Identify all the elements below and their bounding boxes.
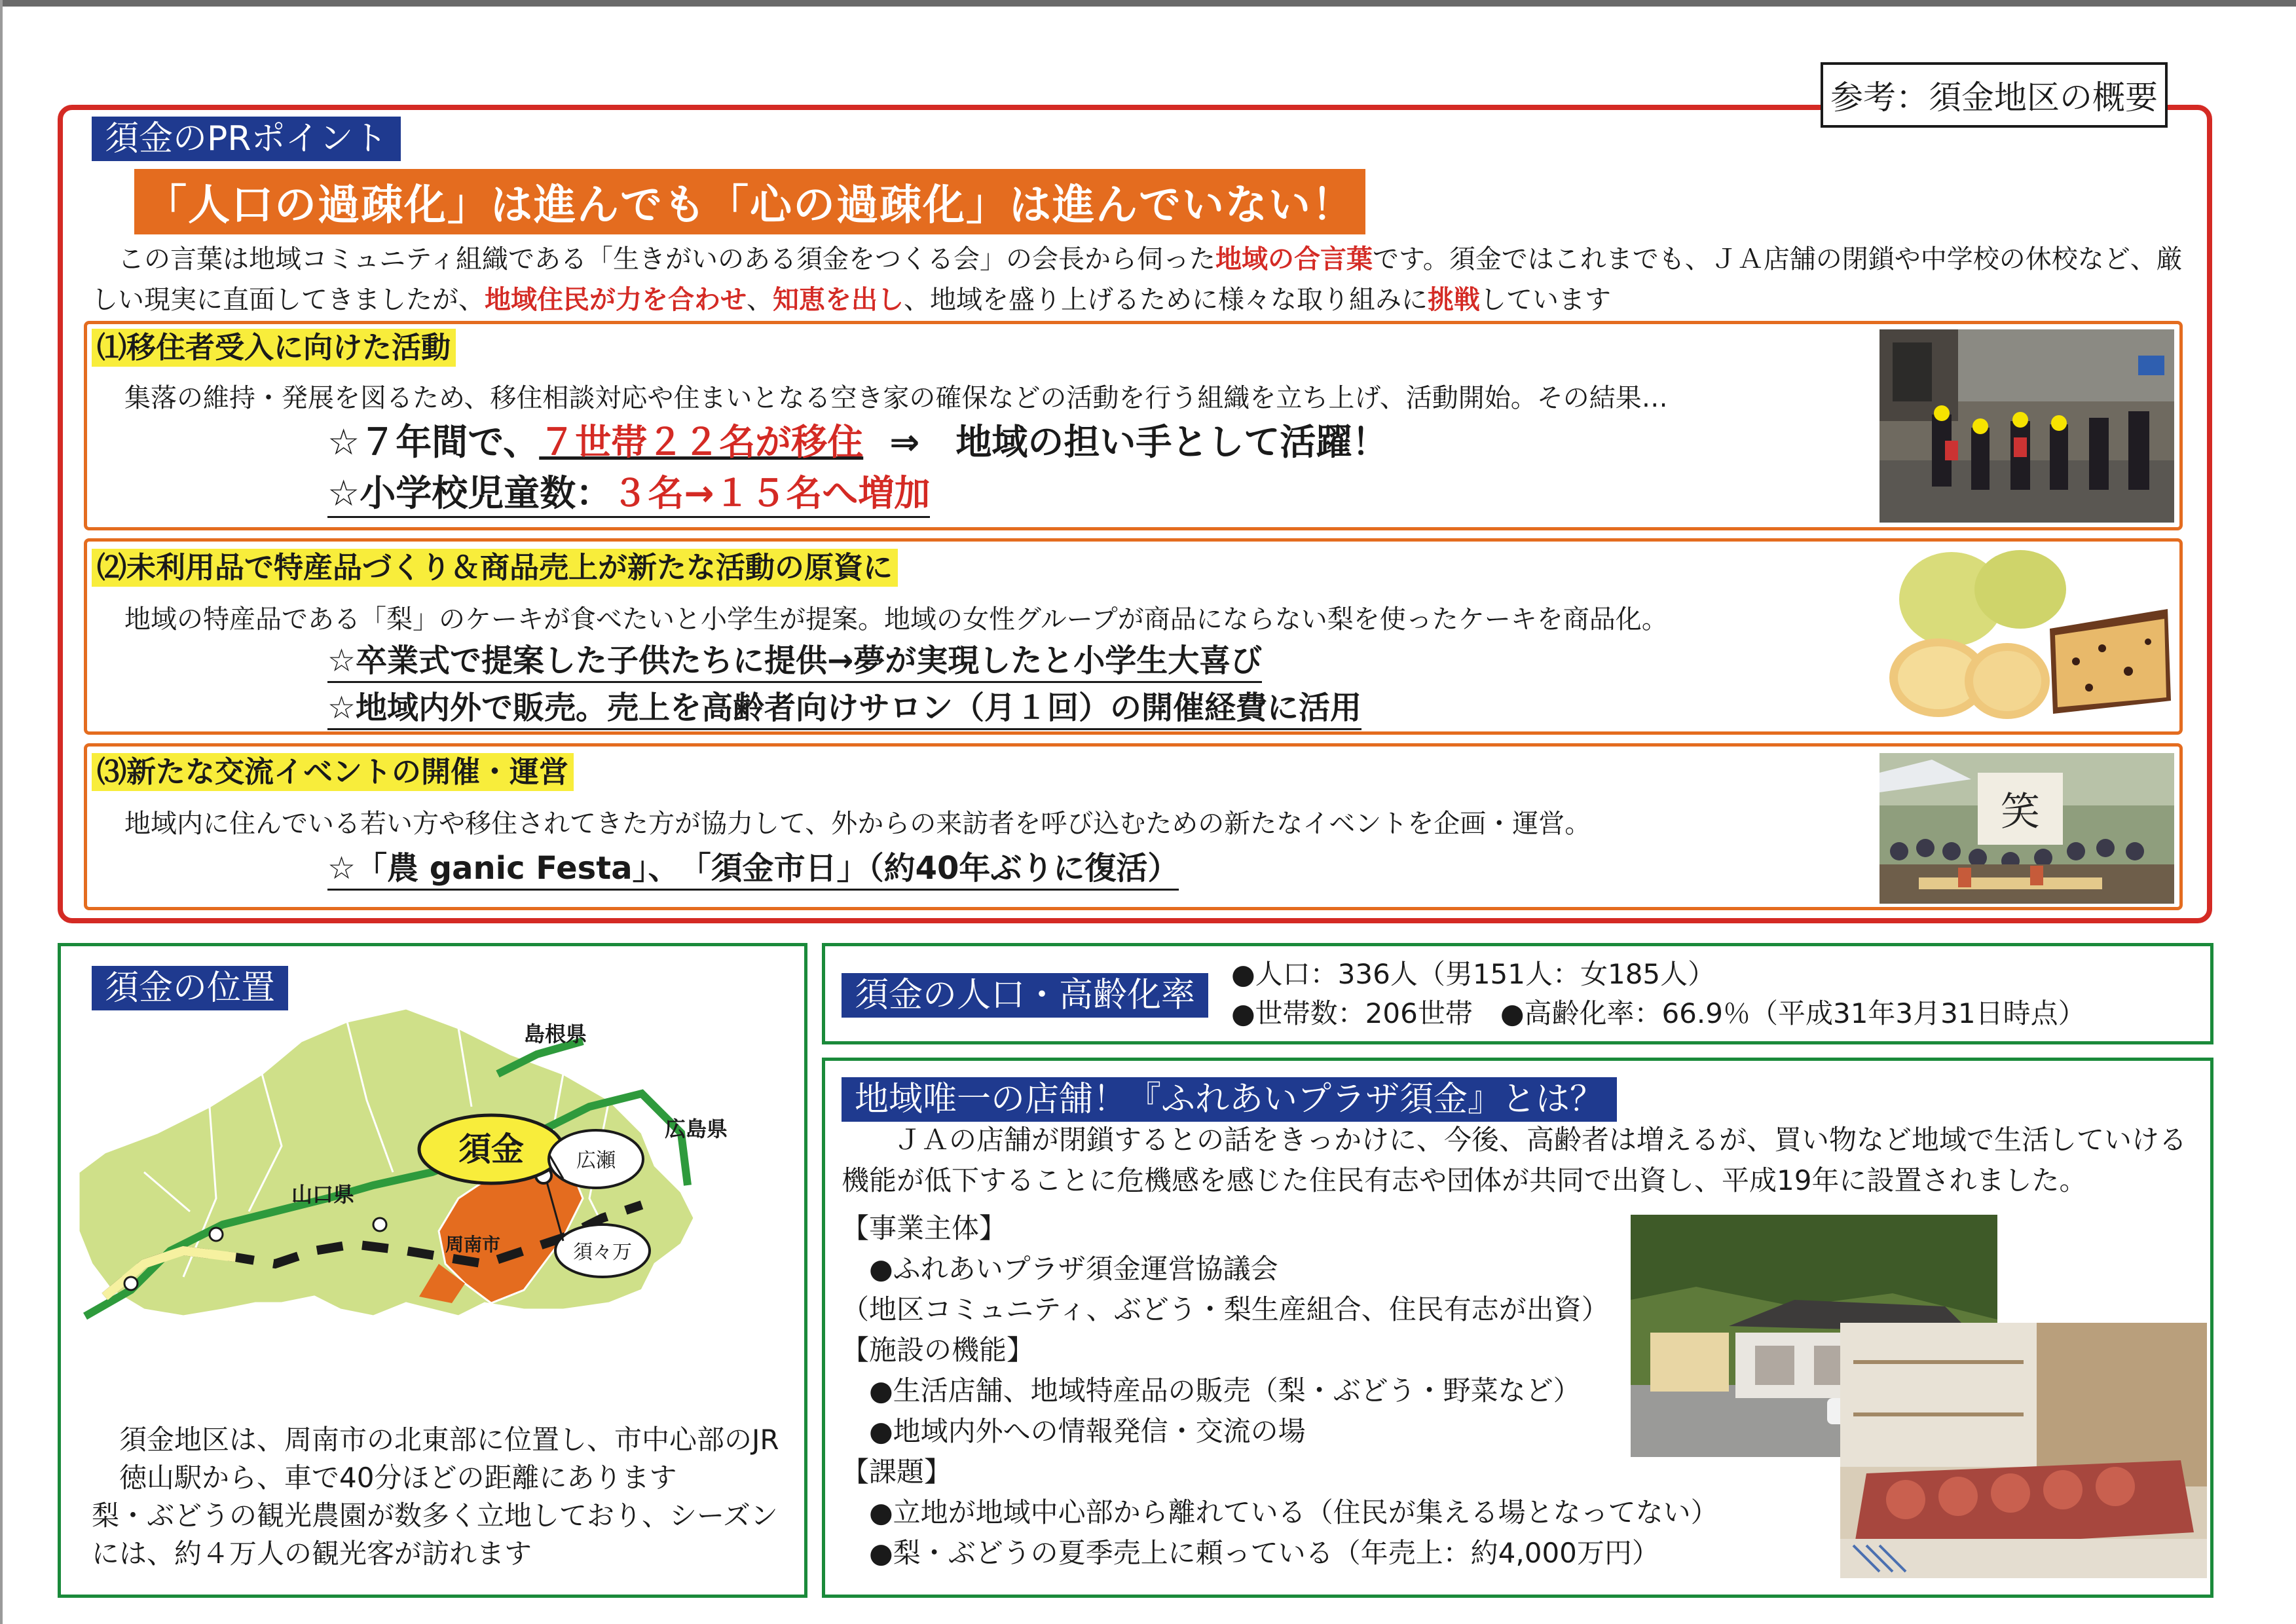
intro-text: この言葉は地域コミュニティ組織である「生きがいのある須金をつくる会」の会長から伺った (118, 244, 1215, 274)
migration-bullet-1 (327, 419, 1388, 465)
pear-cake-photo (1879, 550, 2174, 727)
population-label: 須金の人口・高齢化率 (842, 973, 1208, 1018)
intro-highlight: 地域住民が力を合わせ (485, 285, 747, 315)
bullet-highlight: ７世帯２２名が移住 (539, 421, 864, 463)
map-label-shimane: 島根県 (524, 1022, 587, 1046)
map-label-hirose: 広瀬 (576, 1149, 616, 1172)
shop-interior-photo (1840, 1323, 2207, 1578)
intro-highlight: 地域の合言葉 (1215, 244, 1373, 274)
migration-bullet-2 (327, 470, 930, 518)
location-text-1: 須金地区は、周南市の北東部に位置し、市中心部のJR徳山駅から、車で40分ほどの距離にあります (119, 1424, 779, 1494)
intro-highlight: 挑戦 (1428, 285, 1480, 315)
specialty-bullet-1: ☆卒業式で提案した子供たちに提供→夢が実現したと小学生大喜び (327, 640, 1262, 683)
bullet-text: ☆７年間で、 (327, 421, 540, 463)
map-label-shunan: 周南市 (445, 1234, 501, 1255)
event-bullet-1: ☆「農 ganic Festa」、 「須金市日」（約40年ぶりに復活） (327, 848, 1179, 891)
section-title-migration: ⑴移住者受入に向けた活動 (92, 329, 456, 367)
location-text-2: 梨・ぶどうの観光農園が数多く立地しており、シーズンには、約４万人の観光客が訪れます (92, 1500, 778, 1570)
yamaguchi-map (65, 1002, 799, 1408)
svg-text:笑: 笑 (2001, 789, 2040, 835)
reference-tag: 参考：須金地区の概要 (1821, 62, 2168, 128)
shop-label: 地域唯一の店舗！『ふれあいプラザ須金』とは？ (842, 1077, 1617, 1122)
population-line-2: ●世帯数：206世帯 ●高齢化率：66.9％（平成31年3月31日時点） (1231, 997, 2086, 1029)
bullet-text: ☆小学校児童数： (327, 472, 612, 514)
location-description (92, 1421, 786, 1573)
map-label-susuman: 須々万 (573, 1241, 632, 1264)
map-label-hiroshima: 広島県 (665, 1116, 728, 1141)
bullet-highlight: ３名→１５名へ増加 (612, 472, 931, 514)
population-stats (1231, 955, 2086, 1033)
intro-paragraph (92, 239, 2194, 320)
left-edge-line (0, 0, 3, 1624)
list-item: ●梨・ぶどうの夏季売上に頼っている（年売上：約4,000万円） (842, 1537, 1659, 1569)
section-body-event: 地域内に住んでいる若い方や移住されてきた方が協力して、外からの来訪者を呼び込むための新たなイベントを企画・運営。 (124, 809, 1591, 839)
list-item: 【課題】 (842, 1456, 952, 1488)
section-body-specialty: 地域の特産品である「梨」のケーキが食べたいと小学生が提案。地域の女性グループが商品にならない梨を使ったケーキを商品化。 (124, 604, 1668, 635)
list-item: ●立地が地域中心部から離れている（住民が集える場となってない） (842, 1496, 1718, 1528)
population-line-1: ●人口：336人（男151人：女185人） (1231, 958, 1716, 990)
list-item: （地区コミュニティ、ぶどう・梨生産組合、住民有志が出資） (842, 1293, 1609, 1325)
list-item: ●生活店舗、地域特産品の販売（梨・ぶどう・野菜など） (842, 1375, 1581, 1407)
section-title-event: ⑶新たな交流イベントの開催・運営 (92, 753, 574, 791)
section-title-specialty: ⑵未利用品で特産品づくり＆商品売上が新たな活動の原資に (92, 549, 898, 587)
list-item: 【事業主体】 (842, 1212, 1007, 1244)
list-item: ●ふれあいプラザ須金運営協議会 (842, 1253, 1278, 1285)
list-item: 【施設の機能】 (842, 1334, 1035, 1366)
shop-description (842, 1120, 2191, 1201)
intro-text: です。須金ではこれまでも、ＪＡ店舗の閉鎖や中学校の休校など、厳しい現実に直面してきましたが、 (92, 244, 2183, 315)
top-edge-line (0, 0, 2296, 7)
intro-text: 、 (747, 285, 773, 315)
shop-details-list (842, 1208, 1718, 1574)
slogan-banner: 「人口の過疎化」は進んでも「心の過疎化」は進んでいない！ (134, 169, 1365, 234)
intro-text: 、地域を盛り上げるために様々な取り組みに (904, 285, 1428, 315)
section-body-migration: 集落の維持・発展を図るため、移住相談対応や住まいとなる空き家の確保などの活動を行う組織を立ち上げ、活動開始。その結果… (124, 383, 1668, 413)
shop-description-text: ＪＡの店舗が閉鎖するとの話をきっかけに、今後、高齢者は増えるが、買い物など地域で生活していける機能が低下することに危機感を感じた住民有志や団体が共同で出資し、平成19年に設置されました。 (842, 1124, 2187, 1196)
pr-label: 須金のPRポイント (92, 117, 401, 161)
location-label: 須金の位置 (92, 966, 288, 1010)
intro-highlight: 知恵を出し (773, 285, 904, 315)
event-photo (1879, 753, 2174, 904)
specialty-bullet-2: ☆地域内外で販売。売上を高齢者向けサロン（月１回）の開催経費に活用 (327, 688, 1361, 730)
list-item: ●地域内外への情報発信・交流の場 (842, 1415, 1306, 1447)
map-label-yamaguchi: 山口県 (291, 1182, 355, 1207)
schoolchildren-photo (1879, 329, 2174, 523)
intro-text: しています (1480, 285, 1611, 315)
bullet-text: ⇒ 地域の担い手として活躍！ (889, 421, 1388, 463)
map-label-sugane: 須金 (458, 1130, 524, 1168)
